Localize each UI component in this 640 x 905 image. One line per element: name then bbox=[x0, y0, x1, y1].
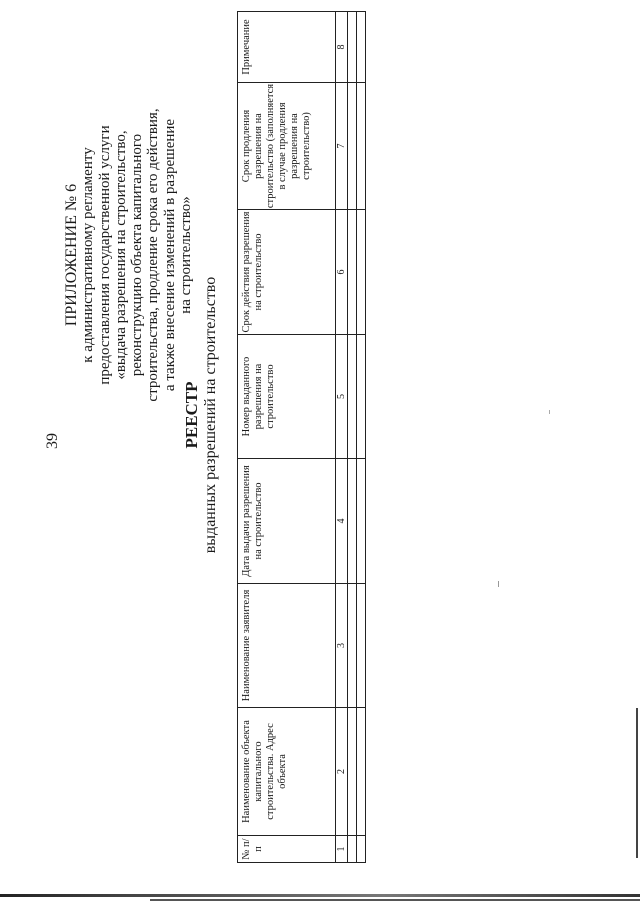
table-cell bbox=[348, 836, 357, 863]
table-cell bbox=[348, 459, 357, 584]
column-number: 6 bbox=[336, 210, 348, 335]
column-number: 8 bbox=[336, 12, 348, 83]
appendix-line: строительства, продление срока его действия, bbox=[145, 108, 162, 402]
header-cell-note: Примечание bbox=[238, 12, 336, 83]
table-cell bbox=[357, 708, 366, 836]
appendix-line: «выдача разрешения на строительство, bbox=[112, 130, 129, 380]
appendix-line: реконструкцию объекта капитального bbox=[129, 133, 146, 377]
header-cell-object: Наименование объекта капитального строительства. Адрес объекта bbox=[238, 708, 336, 836]
table-cell bbox=[348, 708, 357, 836]
scan-artifact-right-edge bbox=[636, 708, 638, 858]
table-cell bbox=[357, 335, 366, 459]
table-cell bbox=[357, 459, 366, 584]
table-cell bbox=[357, 83, 366, 210]
table-cell bbox=[348, 335, 357, 459]
column-number: 2 bbox=[336, 708, 348, 836]
header-cell-validity: Срок действия разрешения на строительство bbox=[238, 210, 336, 335]
table-cell bbox=[348, 12, 357, 83]
column-number: 5 bbox=[336, 335, 348, 459]
table-cell bbox=[357, 12, 366, 83]
header-cell-applicant: Наименование заявителя bbox=[238, 584, 336, 708]
scan-artifact-speck bbox=[498, 581, 499, 587]
appendix-line: на строительство» bbox=[178, 196, 195, 314]
column-number: 1 bbox=[336, 836, 348, 863]
scan-artifact-bottom-edge bbox=[150, 899, 640, 901]
appendix-line: а также внесение изменений в разрешение bbox=[161, 118, 178, 392]
scan-artifact-bottom-edge bbox=[0, 894, 640, 897]
register-subtitle: выданных разрешений на строительство bbox=[202, 276, 219, 554]
column-number: 7 bbox=[336, 83, 348, 210]
register-title: РЕЕСТР bbox=[182, 381, 201, 449]
appendix-header bbox=[64, 95, 194, 415]
header-cell-issue-date: Дата выдачи разрешения на строительство bbox=[238, 459, 336, 584]
table-cell bbox=[357, 836, 366, 863]
table-cell bbox=[357, 210, 366, 335]
header-cell-extension: Срок продления разрешения на строительство (заполняется в случае продления разрешения на строительство) bbox=[238, 83, 336, 210]
column-number-row bbox=[336, 12, 348, 863]
column-number: 4 bbox=[336, 459, 348, 584]
appendix-title: ПРИЛОЖЕНИЕ № 6 bbox=[63, 183, 80, 327]
header-cell-num: № п/п bbox=[238, 836, 336, 863]
table-row bbox=[357, 12, 366, 863]
column-number: 3 bbox=[336, 584, 348, 708]
table-cell bbox=[348, 83, 357, 210]
appendix-line: к административному регламенту bbox=[80, 147, 97, 363]
table-cell bbox=[348, 210, 357, 335]
header-row bbox=[238, 12, 336, 863]
table-cell bbox=[357, 584, 366, 708]
register-table bbox=[237, 11, 366, 863]
appendix-line: предоставления государственной услуги bbox=[96, 125, 113, 385]
header-cell-permit-number: Номер выданного разрешения на строительство bbox=[238, 335, 336, 459]
table-cell bbox=[348, 584, 357, 708]
page-number: 39 bbox=[44, 433, 61, 449]
table-row bbox=[348, 12, 357, 863]
scan-artifact-speck bbox=[549, 410, 550, 414]
